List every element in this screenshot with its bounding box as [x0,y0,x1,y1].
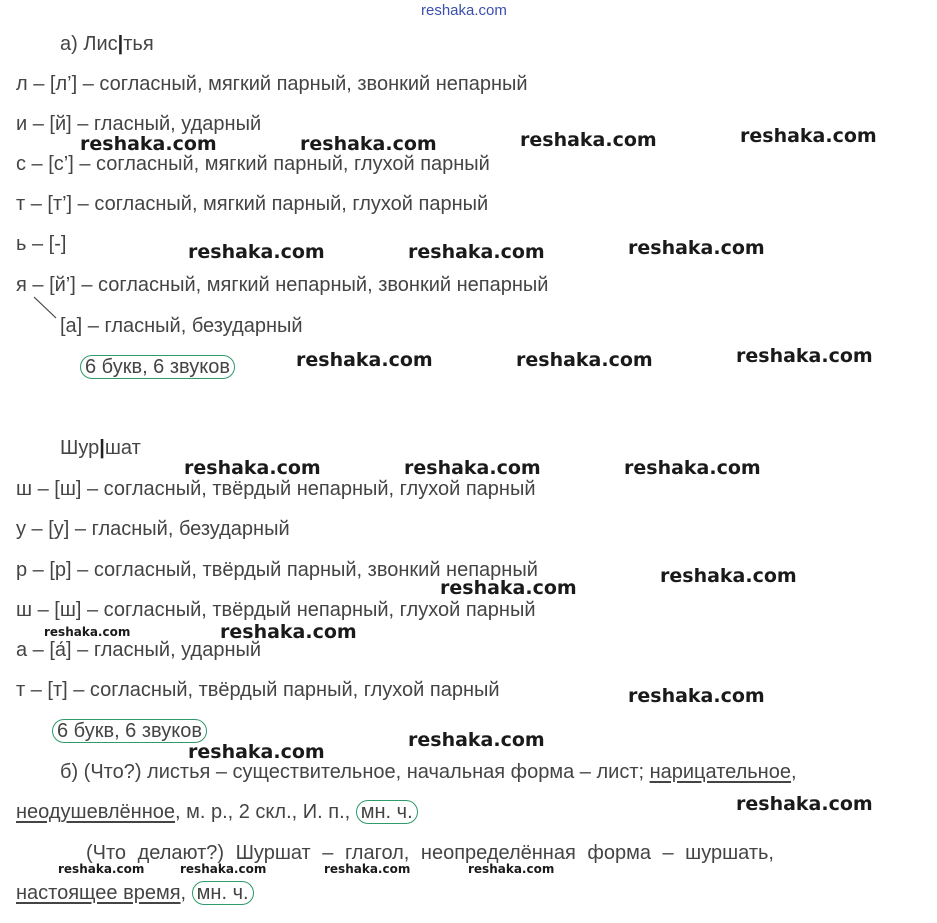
phonetic-line-6: я – [й’] – согласный, мягкий непарный, звонкий непарный [16,274,549,296]
separator: , [180,882,192,904]
watermark: reshaka.com [408,241,545,263]
phonetic-line-8: ш – [ш] – согласный, твёрдый непарный, глухой парный [16,478,536,500]
watermark: reshaka.com [188,241,325,263]
paragraph-b-line-1 [60,760,797,784]
word-part-1: а) Лис [60,33,118,55]
watermark: reshaka.com [44,625,131,639]
syllable-divider: | [117,33,124,55]
word-part-1: Шур [60,437,100,459]
watermark: reshaka.com [80,133,217,155]
watermark: reshaka.com [300,133,437,155]
watermark: reshaka.com [408,729,545,751]
watermark: reshaka.com [628,237,765,259]
watermark: reshaka.com [184,457,321,479]
phonetic-line-13: т – [т] – согласный, твёрдый парный, глухой парный [16,679,500,701]
watermark: reshaka.com [740,125,877,147]
summary-shurshat [52,719,207,743]
underlined-term: нарицательное [649,761,791,783]
paragraph-text: б) (Что?) листья – существительное, начальная форма – лист; [60,761,650,783]
number-oval: мн. ч. [356,800,418,824]
phonetic-line-9: у – [у] – гласный, безударный [16,518,290,540]
word-part-2: шат [104,437,141,459]
watermark: reshaka.com [440,577,577,599]
phonetic-line-5: ь – [-] [16,233,67,255]
watermark: reshaka.com [736,793,873,815]
watermark: reshaka.com [220,621,357,643]
underlined-term: неодушевлённое [16,801,175,823]
word-heading-shurshat [60,436,141,460]
underlined-term: настоящее время [16,882,181,904]
phonetic-line-4: т – [т’] – согласный, мягкий парный, глухой парный [16,193,489,215]
phonetic-line-12: а – [а́] – гласный, ударный [16,639,262,661]
watermark-top: reshaka.com [421,2,507,19]
paragraph-b-line-2 [16,800,418,824]
watermark: reshaka.com [516,349,653,371]
watermark: reshaka.com [324,862,411,876]
watermark: reshaka.com [660,565,797,587]
summary-oval: 6 букв, 6 звуков [52,719,207,743]
watermark: reshaka.com [624,457,761,479]
summary-oval: 6 букв, 6 звуков [80,355,235,379]
phonetic-line-11: ш – [ш] – согласный, твёрдый непарный, глухой парный [16,599,536,621]
watermark: reshaka.com [404,457,541,479]
watermark: reshaka.com [188,741,325,763]
watermark: reshaka.com [180,862,267,876]
separator: , [790,761,797,783]
paragraph-b-line-4 [16,881,254,905]
watermark: reshaka.com [520,129,657,151]
syllable-divider: | [99,437,105,459]
phonetic-line-3: с – [с’] – согласный, мягкий парный, глухой парный [16,153,490,175]
watermark: reshaka.com [628,685,765,707]
watermark: reshaka.com [468,862,555,876]
phonetic-line-10: р – [р] – согласный, твёрдый парный, звонкий непарный [16,559,538,581]
summary-listya [80,355,235,379]
number-oval: мн. ч. [192,881,254,905]
watermark: reshaka.com [58,862,145,876]
word-part-2: тья [123,33,154,55]
phonetic-line-2: и – [й] – гласный, ударный [16,113,262,135]
phonetic-line-1: л – [л’] – согласный, мягкий парный, звонкий непарный [16,73,528,95]
paragraph-text: , м. р., 2 скл., И. п., [174,801,356,823]
phonetic-line-7: [а] – гласный, безударный [60,315,303,337]
paragraph-b-line-3: (Что делают?) Шуршат – глагол, неопределённая форма – шуршать, [86,842,774,864]
watermark: reshaka.com [296,349,433,371]
watermark: reshaka.com [736,345,873,367]
